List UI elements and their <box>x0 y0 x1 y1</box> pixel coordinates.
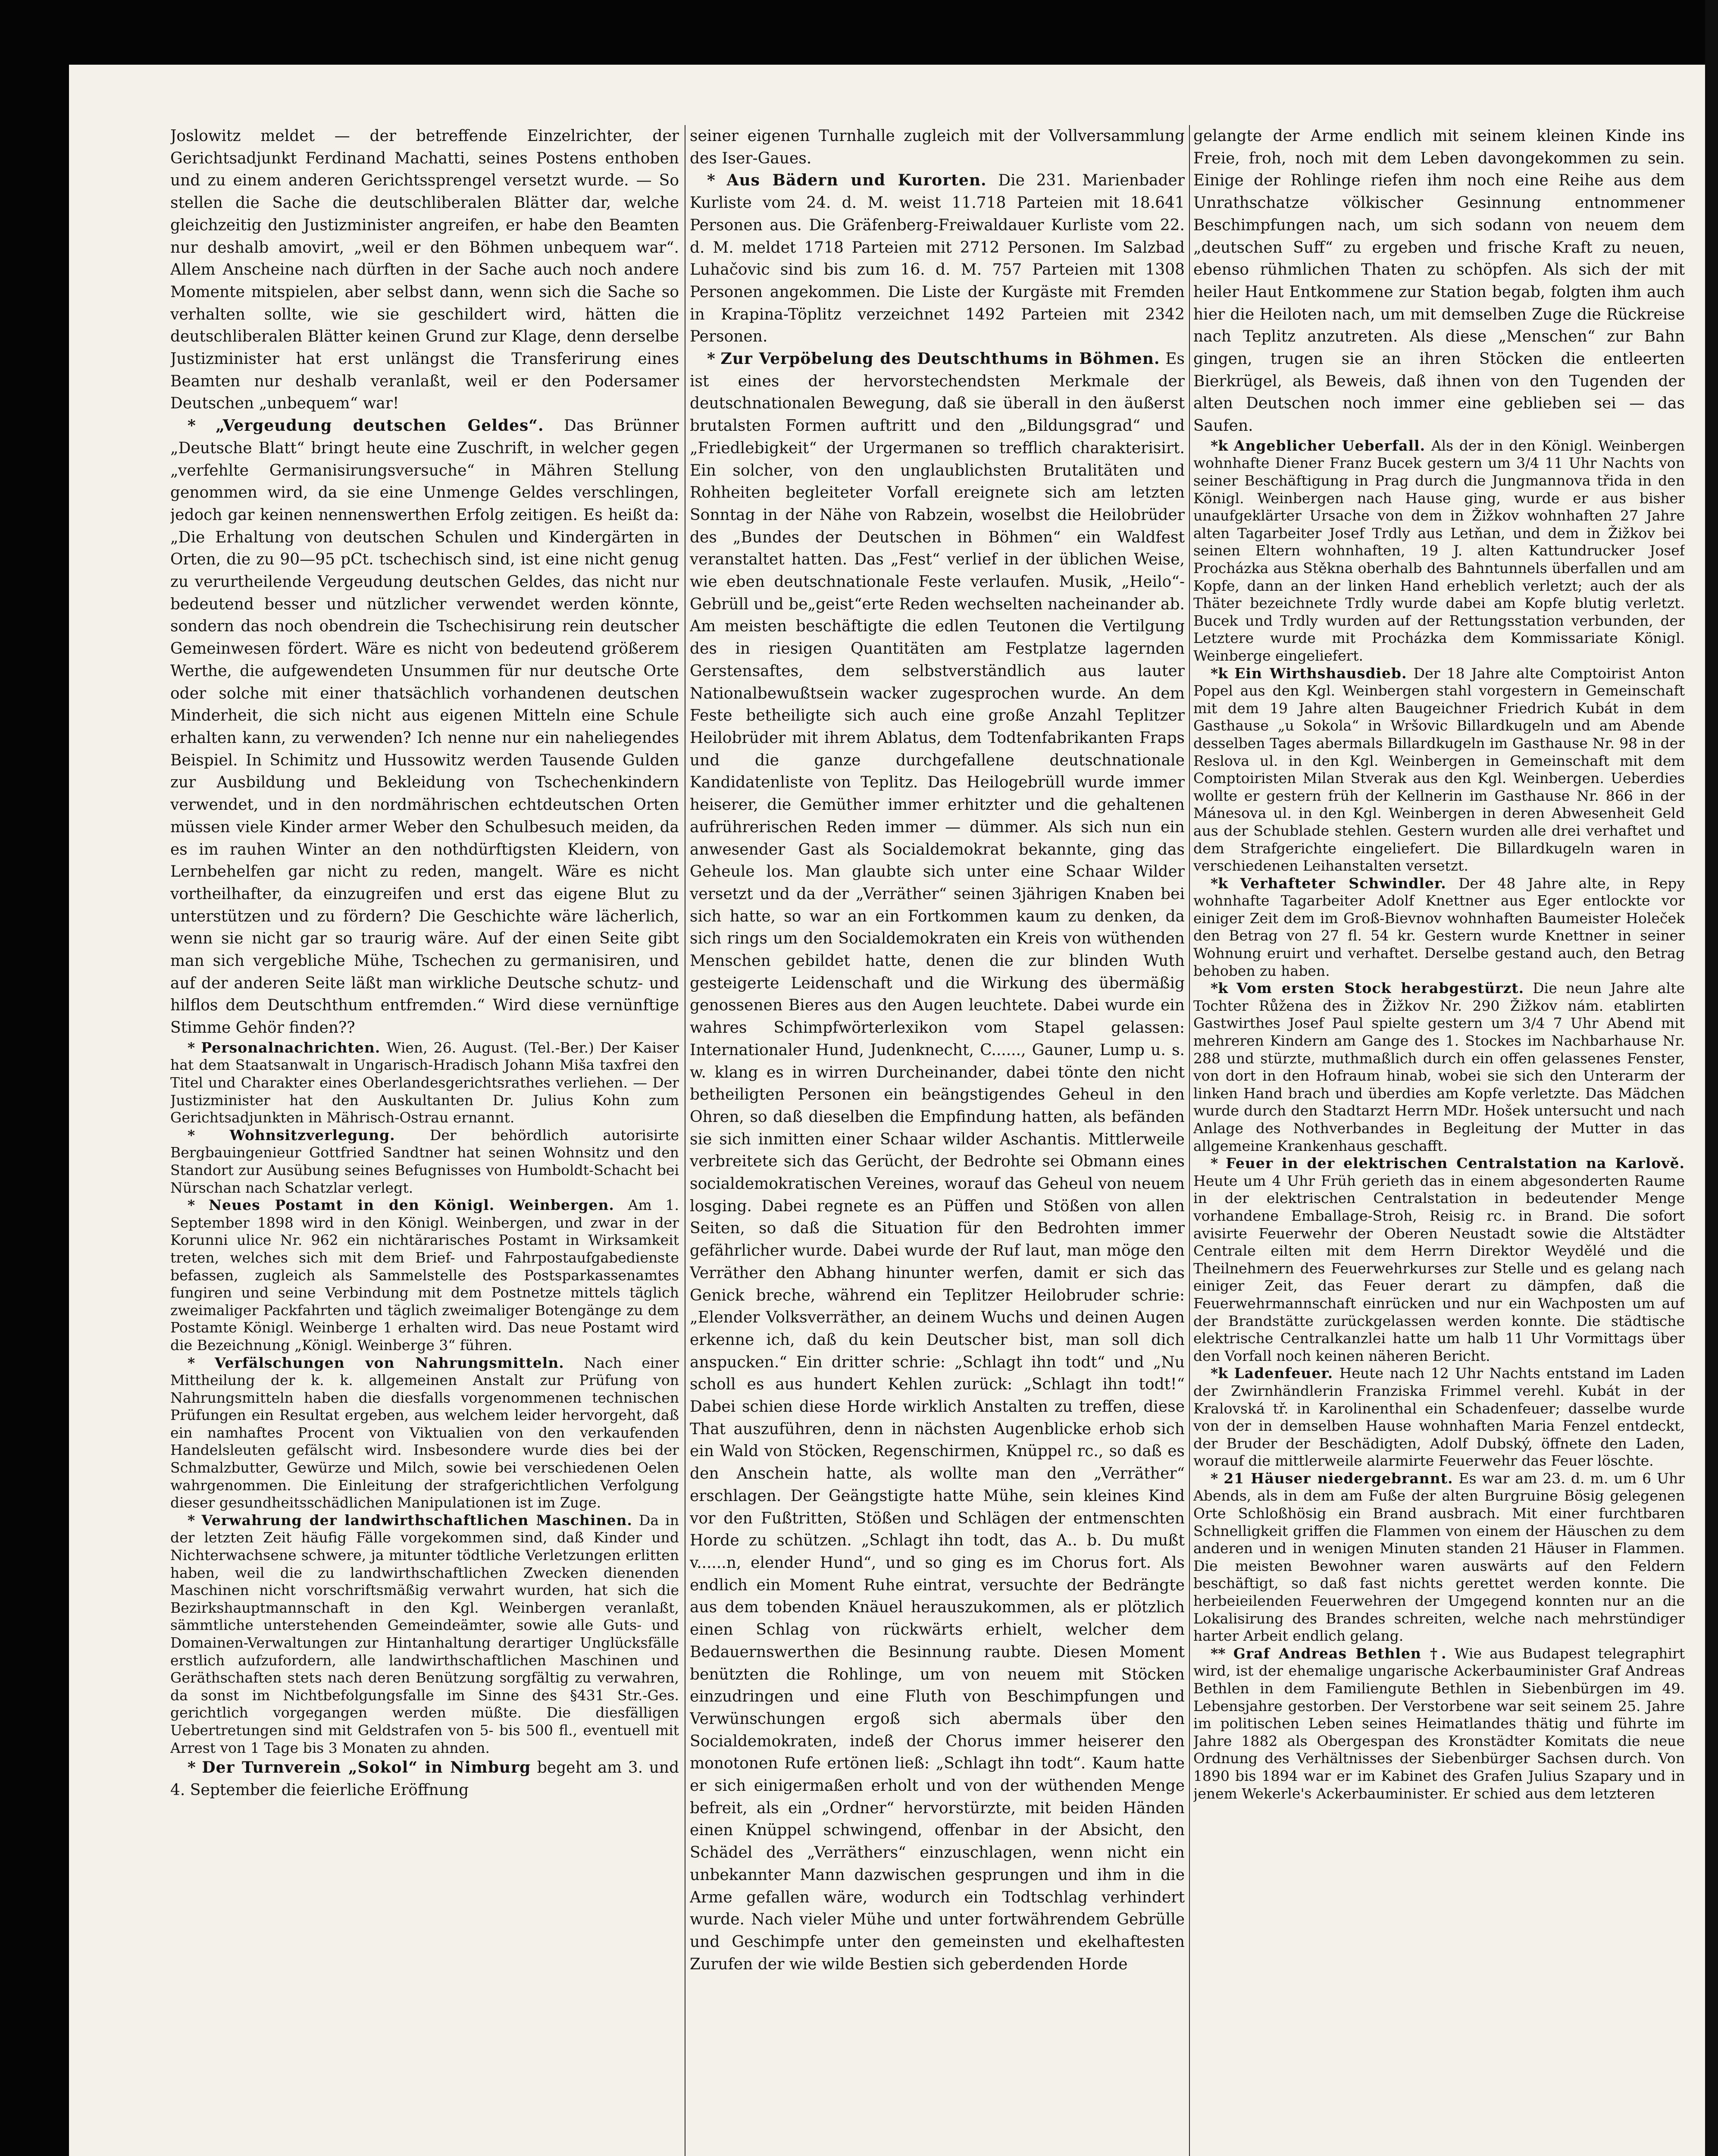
article-headline: Neues Postamt in den Königl. Weinbergen. <box>209 1197 614 1214</box>
article-marker: * <box>188 1758 196 1777</box>
article-marker: * <box>188 417 196 435</box>
article-paragraph <box>690 348 1185 1975</box>
article-paragraph <box>1193 980 1685 1155</box>
article-headline: Feuer in der elektrischen Centralstation na Karlově. <box>1226 1155 1685 1172</box>
article-marker: ** <box>1211 1645 1226 1662</box>
article-marker: * <box>188 1197 195 1214</box>
article-body: Es war am 23. d. m. um 6 Uhr Abends, als in dem am Fuße der alten Burgruine Bösig gelegenen Orte Schloßhösig ein Brand ausbrach. Mit einer furchtbaren Schnelligkeit griffen die Flammen von einem der Häuschen zu dem anderen und in wenigen Minuten standen 21 Häuser in Flammen. Die meisten Bewohner waren auswärts auf den Feldern beschäftigt, so daß fast nichts gerettet werden konnte. Die herbeieilenden Feuerwehren der Umgegend konnten nur an die Lokalisirung des Brandes schreiten, welche nach mehrstündiger harter Arbeit endlich gelang. <box>1193 1470 1685 1645</box>
article-headline: Ladenfeuer. <box>1234 1365 1333 1382</box>
article-body: Joslowitz meldet — der betreffende Einzelrichter, der Gerichtsadjunkt Ferdinand Machatti, seines Postens enthoben und zu einem anderen Gerichtssprengel versetzt wurde. — So stellen die Sache die deutschliberalen Blätter dar, welche gleichzeitig den Justizminister angreifen, er habe den Beamten nur deshalb amovirt, „weil er den Böhmen unbequem war“. Allem Anscheine nach dürften in der Sache auch noch andere Momente mitspielen, aber selbst dann, wenn sich die Sache so verhalten sollte, wie sie geschildert wird, hätten die deutschliberalen Blätter keinen Grund zur Klage, denn derselbe Justizminister hat erst unlängst die Transferirung eines Beamten nur deshalb veranlaßt, weil er den Podersamer Deutschen „unbequem“ war! <box>170 127 679 413</box>
article-body: Am 1. September 1898 wird in den Königl. Weinbergen, und zwar in der Korunni ulice Nr. 962 ein nichtärarisches Postamt in Wirksamkeit treten, welches sich mit dem Brief- und Fahrpostaufgabedienste befassen, zugleich als Sammelstelle des Postsparkassenamtes fungiren und seine Verbindung mit dem Postnetze mittels täglich zweimaliger Packfahrten und täglich zweimaliger Botengänge zu dem Postamte Königl. Weinberge 1 erhalten wird. Das neue Postamt wird die Bezeichnung „Königl. Weinberge 3“ führen. <box>170 1197 679 1354</box>
article-paragraph <box>1193 875 1685 980</box>
article-headline: Aus Bädern und Kurorten. <box>726 171 987 190</box>
article-marker: *k <box>1211 1365 1228 1382</box>
article-marker: * <box>1211 1155 1218 1172</box>
article-body: Die neun Jahre alte Tochter Růžena des in Žižkov Nr. 290 Žižkov nám. etablirten Gastwirthes Josef Paul spielte gestern um 3/4 7 Uhr Abend mit mehreren Kindern am Gange des 1. Stockes im Nachbarhause Nr. 288 und stürzte, muthmaßlich durch ein offen gelassenes Fenster, von dort in den Hofraum hinab, wobei sie sich den Unterarm der linken Hand brach und überdies am Kopfe verletzte. Das Mädchen wurde durch den Stadtarzt Herrn MDr. Hošek untersucht und nach Anlage des Nothverbandes in Begleitung der Mutter in das allgemeine Krankenhaus geschafft. <box>1193 980 1685 1154</box>
article-headline: „Vergeudung deutschen Geldes“. <box>216 417 544 435</box>
article-headline: Graf Andreas Bethlen †. <box>1233 1645 1447 1662</box>
article-paragraph <box>1193 1645 1685 1802</box>
article-paragraph <box>1193 1470 1685 1645</box>
article-body: Das Brünner „Deutsche Blatt“ bringt heute eine Zuschrift, in welcher gegen „verfehlte Germanisirungsversuche“ in Mähren Stellung genommen wird, da sie eine Unmenge Geldes verschlingen, jedoch gar keinen nennenswerthen Erfolg zeitigen. Es heißt da: „Die Erhaltung von deutschen Schulen und Kindergärten in Orten, die zu 90—95 pCt. tschechisch sind, ist eine nicht genug zu verurtheilende Vergeudung deutschen Geldes, das nicht nur bedeutend besser und nützlicher verwendet werden könnte, sondern das noch obendrein die Tschechisirung rein deutscher Gemeinwesen fördert. Wäre es nicht von bedeutend größerem Werthe, die aufgewendeten Unsummen für nur deutsche Orte oder solche mit einer thatsächlich vorhandenen deutschen Minderheit, die sich nicht aus eigenen Mitteln eine Schule erhalten kann, zu verwenden? Ich nenne nur ein naheliegendes Beispiel. In Schimitz und Hussowitz werden Tausende Gulden zur Ausbildung und Bekleidung von Tschechenkindern verwendet, und in den nordmährischen echtdeutschen Orten müssen viele Kinder armer Weber den Schulbesuch meiden, da es im rauhen Winter an den nothdürftigsten Kleidern, von Lernbehelfen gar nicht zu reden, mangelt. Wäre es nicht vortheilhafter, da einzugreifen und erst das eigene Blut zu unterstützen und zu fördern? Die Geschichte wäre lächerlich, wenn sie nicht gar so traurig wäre. Auf der einen Seite gibt man sich vergebliche Mühe, Tschechen zu germanisiren, und auf der anderen Seite läßt man wirkliche Deutsche schutz- und hilflos dem Deutschthum entfremden.“ Wird diese vernünftige Stimme Gehör finden?? <box>170 417 679 1037</box>
article-body: begeht am 3. und 4. September die feierliche Eröffnung <box>170 1759 679 1799</box>
article-paragraph <box>170 1354 679 1512</box>
article-paragraph <box>170 1757 679 1801</box>
article-marker: *k <box>1211 664 1228 682</box>
scan-border-right <box>1705 0 1718 2156</box>
article-body: seiner eigenen Turnhalle zugleich mit der Vollversammlung des Iser-Gaues. <box>690 127 1185 167</box>
article-headline: Wohnsitzverlegung. <box>229 1126 395 1144</box>
article-body: Nach einer Mittheilung der k. k. allgemeinen Anstalt zur Prüfung von Nahrungsmitteln haben die diesfalls vorgenommenen technischen Prüfungen ein Resultat ergeben, aus welchem leider hervorgeht, daß ein namhaftes Procent von Viktualien von den verkaufenden Handelsleuten gefälscht wird. Insbesondere wurde dies bei der Schmalzbutter, Gewürze und Milch, sowie bei verschiedenen Oelen wahrgenommen. Die Einleitung der strafgerichtlichen Verfolgung dieser gesundheitsschädlichen Manipulationen ist im Zuge. <box>170 1354 679 1511</box>
article-paragraph <box>690 169 1185 348</box>
article-marker: * <box>188 1039 195 1056</box>
article-body: Wie aus Budapest telegraphirt wird, ist der ehemalige ungarische Ackerbauminister Graf Andreas Bethlen in dem Familiengute Bethlen in Siebenbürgen im 49. Lebensjahre gestorben. Der Verstorbene war seit seinem 25. Jahre im politischen Leben seines Heimatlandes thätig und führte im Jahre 1882 als Obergespan des Kronstädter Komitats die neue Ordnung des Verhältnisses der Siebenbürger Sachsen durch. Von 1890 bis 1894 war er im Kabinet des Grafen Julius Szapary und in jenem Wekerle's Ackerbauminister. Er schied aus dem letzteren <box>1193 1645 1685 1802</box>
article-paragraph <box>170 125 679 415</box>
article-body: Heute um 4 Uhr Früh gerieth das in einem abgesonderten Raume in der elektrischen Centralstation in bedeutender Menge vorhandene Emballage-Stroh, Reisig rc. in Brand. Die sofort avisirte Feuerwehr der Oberen Neustadt sowie die Altstädter Centrale eilten mit dem Herrn Direktor Weydělé und die Theilnehmern des Feuerwehrkurses zur Stelle und es gelang nach einiger Zeit, das Feuer derart zu dämpfen, daß die Feuerwehrmannschaft einrücken und nur ein Wachposten um auf der Brandstätte zurückgelassen werden konnte. Die städtische elektrische Centralkanzlei hatte um halb 11 Uhr Vormittags über den Vorfall noch keinen näheren Bericht. <box>1193 1172 1685 1364</box>
article-body: Der 18 Jahre alte Comptoirist Anton Popel aus den Kgl. Weinbergen stahl vorgestern in Gemeinschaft mit dem 19 Jahre alten Baugeichner Friedrich Kubát in dem Gasthause „u Sokola“ in Wršovic Billardkugeln und am Abende desselben Tages abermals Billardkugeln im Gasthause Nr. 98 in der Reslova ul. in den Kgl. Weinbergen in Gemeinschaft mit dem Comptoiristen Milan Stverak aus den Kgl. Weinbergen. Ueberdies wollte er gestern früh der Kellnerin im Gasthause Nr. 866 in der Mánesova ul. in den Kgl. Weinbergen in deren Abwesenheit Geld aus der Schublade stehlen. Gestern wurden alle drei verhaftet und dem Strafgerichte eingeliefert. Die Billardkugeln waren in verschiedenen Leihanstalten versetzt. <box>1193 664 1685 874</box>
article-marker: *k <box>1211 980 1228 997</box>
article-body: Die 231. Marienbader Kurliste vom 24. d. M. weist 11.718 Parteien mit 18.641 Personen aus. Die Gräfenberg-Freiwaldauer Kurliste vom 22. d. M. meldet 1718 Parteien mit 2712 Personen. Im Salzbad Luhačovic sind bis zum 16. d. M. 757 Parteien mit 1308 Personen angekommen. Die Liste der Kurgäste mit Fremden in Krapina-Töplitz verzeichnet 1492 Parteien mit 2342 Personen. <box>690 172 1185 346</box>
article-headline: Verwahrung der landwirthschaftlichen Maschinen. <box>201 1511 632 1529</box>
article-paragraph <box>1193 1155 1685 1365</box>
article-headline: Ein Wirthshausdieb. <box>1234 664 1407 682</box>
column-middle <box>690 125 1185 2156</box>
article-marker: * <box>188 1354 195 1371</box>
article-headline: Verhafteter Schwindler. <box>1240 874 1446 892</box>
article-paragraph <box>1193 125 1685 437</box>
article-paragraph <box>170 1512 679 1757</box>
column-right <box>1193 125 1685 2156</box>
scan-border-left <box>0 0 69 2156</box>
article-marker: *k <box>1211 874 1228 892</box>
article-body: Da in der letzten Zeit häufig Fälle vorgekommen sind, daß Kinder und Nichterwachsene schwere, ja mitunter tödtliche Verletzungen erlitten haben, weil die zu landwirthschaftlichen Zwecken dienenden Maschinen nicht vorschriftsmäßig verwahrt wurden, hat sich die Bezirkshauptmannschaft in den Kgl. Weinbergen veranlaßt, sämmtliche unterstehenden Gemeindeämter, sowie alle Guts- und Domainen-Verwaltungen zur Hintanhaltung derartiger Unglücksfälle erstlich aufzufordern, alle landwirthschaftlichen Maschinen und Geräthschaften stets nach deren Benützung sorgfältig zu verwahren, da sonst im Nichtbefolgungsfalle im Sinne des §431 Str.-Ges. gerichtlich vorgegangen werden müßte. Die diesfälligen Uebertretungen sind mit Geldstrafen von 5- bis 500 fl., eventuell mit Arrest von 1 Tage bis 3 Monaten zu ahnden. <box>170 1511 679 1756</box>
article-headline: 21 Häuser niedergebrannt. <box>1224 1470 1453 1487</box>
article-headline: Vom ersten Stock herabgestürzt. <box>1236 980 1524 997</box>
article-body: Als der in den Königl. Weinbergen wohnhafte Diener Franz Bucek gestern um 3/4 11 Uhr Nachts von seiner Beschäftigung in Prag durch die Jungmannova třida in den Königl. Weinbergen nach Hause ging, wurde er aus bisher unaufgeklärter Ursache von dem in Žižkov wohnhaften 27 Jahre alten Tagarbeiter Josef Trdly aus Letňan, und dem in Žižkov bei seinen Eltern wohnhaften, 19 J. alten Kattundrucker Josef Procházka aus Stěkna oberhalb des Bahntunnels überfallen und am Kopfe, dann an der linken Hand erheblich verletzt; auch der als Thäter bezeichnete Trdly wurde dabei am Kopfe blutig verletzt. Bucek und Trdly wurden auf der Rettungsstation verbunden, der Letztere wurde mit Procházka dem Kommissariate Königl. Weinberge eingeliefert. <box>1193 437 1685 664</box>
scan-border-top <box>0 0 1718 65</box>
article-paragraph <box>1193 1365 1685 1470</box>
article-paragraph <box>170 1197 679 1354</box>
article-headline: Angeblicher Ueberfall. <box>1233 437 1426 454</box>
article-body: Der behördlich autorisirte Bergbauingenieur Gottfried Sandtner hat seinen Wohnsitz und den Standort zur Ausübung seines Befugnisses von Humboldt-Schacht bei Nürschan nach Schatzlar verlegt. <box>170 1126 679 1196</box>
article-body: Es ist eines der hervorstechendsten Merkmale der deutschnationalen Bewegung, daß sie überall in den äußerst brutalsten Formen auftritt und den „Bildungsgrad“ und „Friedlebigkeit“ der Urgermanen so trefflich charakterisirt. Ein solcher, von den unglaublichsten Brutalitäten und Rohheiten begleiteter Vorfall ereignete sich am letzten Sonntag in der Nähe von Rabzein, woselbst die Heilobrüder des „Bundes der Deutschen in Böhmen“ ein Waldfest veranstaltet hatten. Das „Fest“ verlief in der üblichen Weise, wie eben deutschnationale Feste verlaufen. Musik, „Heilo“-Gebrüll und be„geist“erte Reden wechselten nacheinander ab. Am meisten beschäftigte die edlen Teutonen die Vertilgung des in riesigen Quantitäten am Festplatze lagernden Gerstensaftes, dem selbstverständlich aus lauter Nationalbewußtsein wacker zugesprochen wurde. An dem Feste betheiligte sich auch eine große Anzahl Teplitzer Heilobrüder mit ihrem Ablatus, dem Todtenfabrikanten Fraps und die ganze durchgefallene deutschnationale Kandidatenliste von Teplitz. Das Heilogebrüll wurde immer heiserer, die Gemüther immer erhitzter und die gehaltenen aufrührerischen Reden immer — dümmer. Als sich nun ein anwesender Gast als Socialdemokrat bekannte, ging das Geheule los. Man glaubte sich unter eine Schaar Wilder versetzt und da der „Verräther“ seinen 3jährigen Knaben bei sich hatte, so war an ein Fortkommen kaum zu denken, da sich rings um den Socialdemokraten ein Kreis von wüthenden Menschen gebildet hatte, denen die zur blinden Wuth gesteigerte Leidenschaft und die Wirkung des übermäßig genossenen Bieres aus den Augen leuchtete. Dabei wurde ein wahres Schimpfwörterlexikon vom Stapel gelassen: Internationaler Hund, Judenknecht, C......, Gauner, Lump u. s. w. klang es in wirren Durcheinander, dabei tönte den nicht betheiligten Personen ein beängstigendes Geheul in den Ohren, so daß dieselben die Empfindung hatten, als befänden sie sich inmitten einer Schaar wilder Aschantis. Mittlerweile verbreitete sich das Gerücht, der Bedrohte sei Obmann eines socialdemokratischen Vereines, worauf das Geheul von neuem losging. Dabei regnete es an Püffen und Stößen von allen Seiten, so daß die Situation für den Bedrohten immer gefährlicher wurde. Dabei wurde der Ruf laut, man möge den Verräther den Abhang hinunter werfen, damit er sich das Genick breche, während ein Teplitzer Heilobruder schrie: „Elender Volksverräther, an deinem Wuchs und deinen Augen erkenne ich, daß du kein Deutscher bist, man soll dich anspucken.“ Ein dritter schrie: „Schlagt ihn todt“ und „Nu scholl es aus hundert Kehlen zurück: „Schlagt ihn todt!“ Dabei schien diese Horde wirklich Anstalten zu treffen, diese That auszuführen, denn in nächsten Augenblicke erhob sich ein Wald von Stöcken, Regenschirmen, Knüppel rc., so daß es den Anschein hatte, als wollte man den „Verräther“ erschlagen. Der Geängstigte hatte Mühe, sein kleines Kind vor den Fußtritten, Stößen und Schlägen der entmenschten Horde zu schützen. „Schlagt ihn todt, das A.. b. Du mußt v......n, elender Hund“, und so ging es im Chorus fort. Als endlich ein Moment Ruhe eintrat, versuchte der Bedrängte aus dem tobenden Knäuel herauszukommen, als er plötzlich einen Schlag von rückwärts erhielt, welcher dem Bedauernswerthen die Besinnung raubte. Diesen Moment benützten die Rohlinge, um von neuem mit Stöcken einzudringen und eine Fluth von Beschimpfungen und Verwünschungen ergoß sich abermals über den Socialdemokraten, indeß der Chorus immer heiserer den monotonen Rufe ertönen ließ: „Schlagt ihn todt“. Kaum hatte er sich einigermaßen erholt und von der wüthenden Menge befreit, als ein „Ordner“ hervorstürzte, mit beiden Händen einen Knüppel schwingend, offenbar in der Absicht, den Schädel des „Verräthers“ einzuschlagen, wenn nicht ein unbekannter Mann dazwischen gesprungen und ihm in die Arme gefallen wäre, wodurch ein Todtschlag verhindert wurde. Nach vieler Mühe und unter fortwährendem Gebrülle und Geschimpfe unter den gemeinsten und ekelhaftesten Zurufen der wie wilde Bestien sich geberdenden Horde <box>690 350 1185 1973</box>
article-paragraph <box>170 1127 679 1197</box>
column-left <box>170 125 679 2156</box>
article-paragraph <box>1193 665 1685 875</box>
article-paragraph <box>170 1039 679 1127</box>
article-marker: * <box>188 1126 195 1144</box>
article-headline: Personalnachrichten. <box>201 1039 381 1056</box>
article-marker: * <box>707 350 715 368</box>
article-body: gelangte der Arme endlich mit seinem kleinen Kinde ins Freie, froh, noch mit dem Leben davongekommen zu sein. Einige der Rohlinge riefen ihm noch eine Reihe aus dem Unrathschatze völkischer Gesinnung entnommener Beschimpfungen nach, um sich sodann von neuem dem „deutschen Suff“ zu ergeben und frische Kraft zu neuen, ebenso rühmlichen Thaten zu schöpfen. Als sich der mit heiler Haut Entkommene zur Station begab, folgten ihm auch hier die Heiloten nach, um mit demselben Zuge die Rückreise nach Teplitz anzutreten. Als diese „Menschen“ zur Bahn gingen, trugen sie an ihren Stöcken die entleerten Bierkrügel, als Beweis, daß ihnen von den Tugenden der alten Deutschen noch immer eine geblieben sei — das Saufen. <box>1193 127 1685 435</box>
article-body: Wien, 26. August. (Tel.-Ber.) Der Kaiser hat dem Staatsanwalt in Ungarisch-Hradisch Johann Miša taxfrei den Titel und Charakter eines Oberlandesgerichtsrathes verliehen. — Der Justizminister hat den Auskultanten Dr. Julius Kohn zum Gerichtsadjunkten in Mährisch-Ostrau ernannt. <box>170 1039 679 1126</box>
article-body: Heute nach 12 Uhr Nachts entstand im Laden der Zwirnhändlerin Franziska Frimmel verehl. Kubát in der Kralovská tř. in Karolinenthal ein Schadenfeuer; dasselbe wurde von der in demselben Hause wohnhaften Maria Fenzel entdeckt, der Bruder der Beschädigten, Adolf Dubský, öffnete den Laden, worauf die mittlerweile alarmirte Feuerwehr das Feuer löschte. <box>1193 1365 1685 1470</box>
article-marker: *k <box>1211 437 1228 454</box>
article-body: Der 48 Jahre alte, in Repy wohnhafte Tagarbeiter Adolf Knettner aus Eger entlockte vor einiger Zeit dem im Groß-Bievnov wohnhaften Baumeister Holeček den Betrag von 27 fl. 54 kr. Gestern wurde Knettner in seiner Wohnung eruirt und verhaftet. Derselbe gestand auch, den Betrag behoben zu haben. <box>1193 874 1685 979</box>
article-marker: * <box>707 171 715 190</box>
article-headline: Verfälschungen von Nahrungsmitteln. <box>214 1354 564 1371</box>
article-marker: * <box>188 1511 195 1529</box>
article-paragraph <box>690 125 1185 169</box>
article-headline: Zur Verpöbelung des Deutschthums in Böhmen. <box>720 350 1160 368</box>
article-paragraph <box>1193 437 1685 665</box>
article-headline: Der Turnverein „Sokol“ in Nimburg <box>202 1758 531 1777</box>
column-divider <box>1189 125 1190 2156</box>
article-marker: * <box>1211 1470 1218 1487</box>
article-paragraph <box>170 415 679 1039</box>
